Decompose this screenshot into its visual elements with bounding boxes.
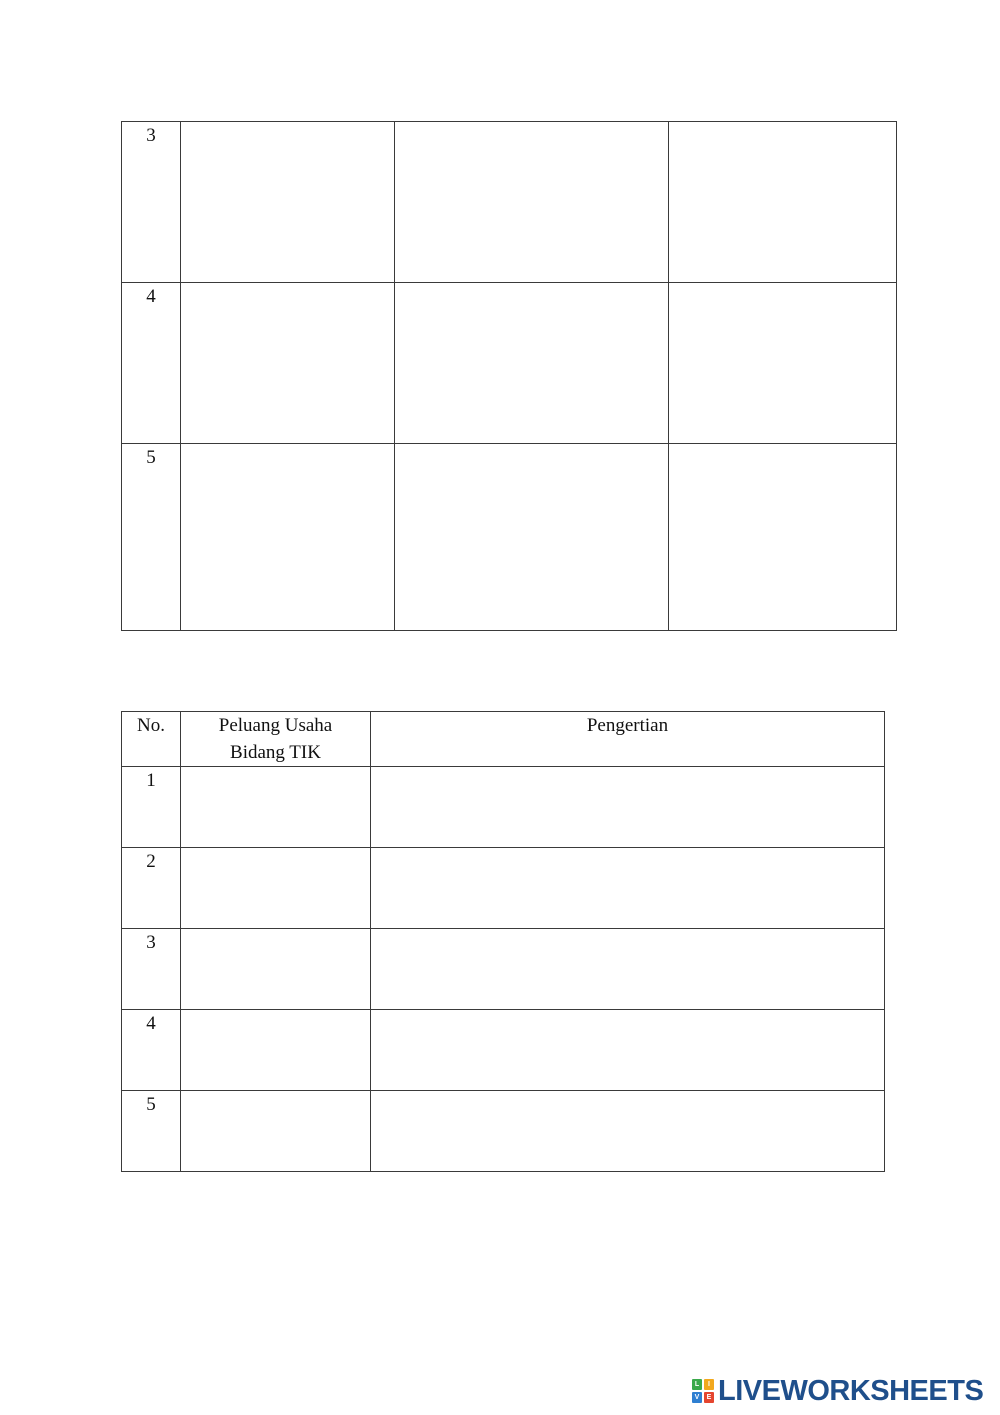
table-row xyxy=(122,122,897,283)
row-number-cell xyxy=(122,1091,181,1172)
table-row xyxy=(122,283,897,444)
row-number: 3 xyxy=(146,932,156,953)
header-no-label: No. xyxy=(137,715,165,736)
liveworksheets-mark-icon xyxy=(692,1379,714,1403)
header-peluang-line2: Bidang TIK xyxy=(230,742,321,763)
answer-cell[interactable] xyxy=(181,848,371,929)
table-row xyxy=(122,848,885,929)
row-number-cell xyxy=(122,767,181,848)
table-row xyxy=(122,1091,885,1172)
row-number-cell xyxy=(122,848,181,929)
row-number-cell xyxy=(122,929,181,1010)
answer-cell[interactable] xyxy=(669,444,897,631)
row-number-cell xyxy=(122,444,181,631)
answer-cell[interactable] xyxy=(371,929,885,1010)
worksheet-table-top xyxy=(121,121,897,631)
answer-cell[interactable] xyxy=(181,929,371,1010)
table-row xyxy=(122,929,885,1010)
row-number: 5 xyxy=(146,1094,156,1115)
answer-cell[interactable] xyxy=(371,1091,885,1172)
table-header-row xyxy=(122,712,885,767)
answer-cell[interactable] xyxy=(181,444,395,631)
answer-cell[interactable] xyxy=(395,283,669,444)
worksheet-table-peluang-usaha xyxy=(121,711,885,1172)
row-number-cell xyxy=(122,1010,181,1091)
mark-letter: L xyxy=(692,1379,702,1390)
liveworksheets-logo xyxy=(692,1376,983,1406)
row-number-cell xyxy=(122,122,181,283)
liveworksheets-wordmark: LIVEWORKSHEETS xyxy=(718,1374,984,1407)
row-number: 4 xyxy=(146,286,156,307)
answer-cell[interactable] xyxy=(181,767,371,848)
answer-cell[interactable] xyxy=(371,1010,885,1091)
header-no xyxy=(122,712,181,767)
mark-letter: I xyxy=(704,1379,714,1390)
answer-cell[interactable] xyxy=(669,283,897,444)
header-peluang-line1: Peluang Usaha xyxy=(218,715,333,736)
row-number: 3 xyxy=(146,125,156,146)
table-row xyxy=(122,767,885,848)
header-pengertian-label: Pengertian xyxy=(586,715,669,736)
row-number: 4 xyxy=(146,1013,156,1034)
mark-letter: V xyxy=(692,1392,702,1403)
header-pengertian xyxy=(371,712,885,767)
table-row xyxy=(122,444,897,631)
answer-cell[interactable] xyxy=(669,122,897,283)
answer-cell[interactable] xyxy=(181,122,395,283)
row-number: 1 xyxy=(146,770,156,791)
answer-cell[interactable] xyxy=(181,1010,371,1091)
answer-cell[interactable] xyxy=(371,767,885,848)
row-number-cell xyxy=(122,283,181,444)
header-peluang-usaha xyxy=(181,712,371,767)
row-number: 2 xyxy=(146,851,156,872)
answer-cell[interactable] xyxy=(181,1091,371,1172)
mark-letter: E xyxy=(704,1392,714,1403)
answer-cell[interactable] xyxy=(181,283,395,444)
answer-cell[interactable] xyxy=(395,444,669,631)
answer-cell[interactable] xyxy=(371,848,885,929)
answer-cell[interactable] xyxy=(395,122,669,283)
row-number: 5 xyxy=(146,447,156,468)
table-row xyxy=(122,1010,885,1091)
